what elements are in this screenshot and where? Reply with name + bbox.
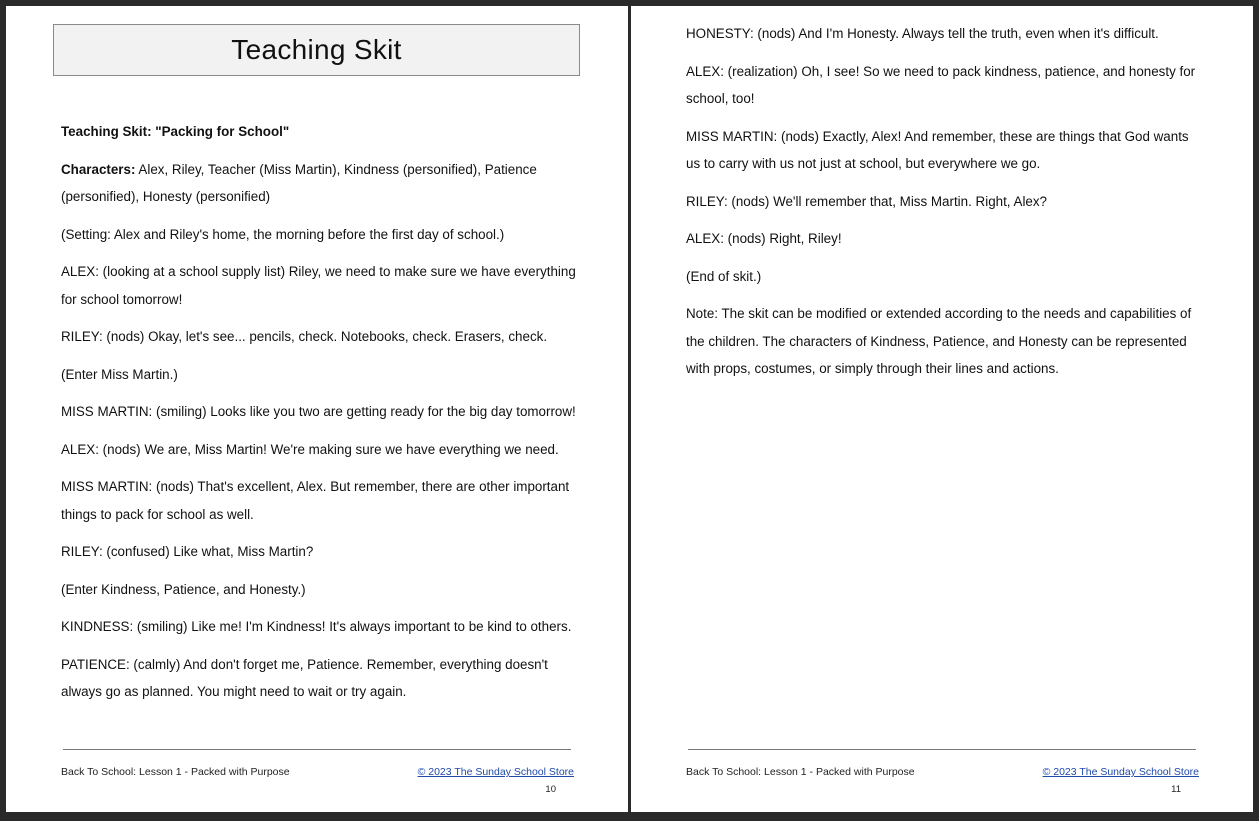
footer-lesson-title: Back To School: Lesson 1 - Packed with Purpose: [61, 766, 290, 778]
skit-heading: Teaching Skit: "Packing for School": [61, 124, 290, 139]
characters-text: Alex, Riley, Teacher (Miss Martin), Kindness (personified), Patience (personified), Honesty (personified): [61, 161, 537, 204]
page-title: Teaching Skit: [53, 24, 580, 76]
skit-paragraph: HONESTY: (nods) And I'm Honesty. Always tell the truth, even when it's difficult.: [686, 26, 1159, 41]
skit-body-left: [61, 118, 576, 716]
page-left: [6, 6, 628, 812]
footer-divider: [63, 749, 571, 750]
skit-paragraph: PATIENCE: (calmly) And don't forget me, Patience. Remember, everything doesn't always go as planned. You might need to wait or try again.: [61, 656, 548, 699]
skit-paragraph: MISS MARTIN: (smiling) Looks like you two are getting ready for the big day tomorrow!: [61, 404, 576, 419]
skit-paragraph: ALEX: (nods) Right, Riley!: [686, 231, 842, 246]
skit-paragraph: RILEY: (nods) We'll remember that, Miss Martin. Right, Alex?: [686, 193, 1048, 209]
skit-paragraph: (Enter Miss Martin.): [61, 366, 178, 382]
skit-paragraph: (End of skit.): [686, 268, 762, 284]
skit-paragraph: RILEY: (confused) Like what, Miss Martin?: [61, 544, 314, 559]
footer-lesson-title: Back To School: Lesson 1 - Packed with Purpose: [686, 766, 915, 778]
page-number: 10: [545, 784, 556, 795]
skit-paragraph: RILEY: (nods) Okay, let's see... pencils, check. Notebooks, check. Erasers, check.: [61, 329, 548, 344]
footer-copyright-link[interactable]: © 2023 The Sunday School Store: [1042, 766, 1199, 778]
skit-note: Note: The skit can be modified or extended according to the needs and capabilities of the children. The characters of Kindness, Patience, and Honesty can be represented with props, costumes, or simply through their lines and actions.: [686, 306, 1192, 376]
skit-paragraph: (Enter Kindness, Patience, and Honesty.): [61, 581, 306, 597]
skit-paragraph: MISS MARTIN: (nods) Exactly, Alex! And remember, these are things that God wants us to carry with us not just at school, but everywhere we go.: [686, 128, 1189, 171]
skit-body-right: [686, 20, 1206, 393]
page-number: 11: [1171, 784, 1181, 795]
footer-divider: [688, 749, 1196, 750]
footer-copyright-link[interactable]: © 2023 The Sunday School Store: [417, 766, 574, 778]
skit-paragraph: ALEX: (realization) Oh, I see! So we need to pack kindness, patience, and honesty for school, too!: [686, 63, 1196, 106]
skit-paragraph: (Setting: Alex and Riley's home, the morning before the first day of school.): [61, 226, 505, 242]
page-right: [631, 6, 1253, 812]
skit-paragraph: MISS MARTIN: (nods) That's excellent, Alex. But remember, there are other important things to pack for school as well.: [61, 479, 570, 522]
skit-paragraph: ALEX: (looking at a school supply list) Riley, we need to make sure we have everything for school tomorrow!: [61, 264, 576, 307]
skit-paragraph: ALEX: (nods) We are, Miss Martin! We're making sure we have everything we need.: [61, 441, 559, 457]
skit-paragraph: KINDNESS: (smiling) Like me! I'm Kindness! It's always important to be kind to others.: [61, 619, 572, 634]
characters-label: Characters:: [61, 161, 136, 177]
characters-paragraph: [61, 156, 576, 211]
